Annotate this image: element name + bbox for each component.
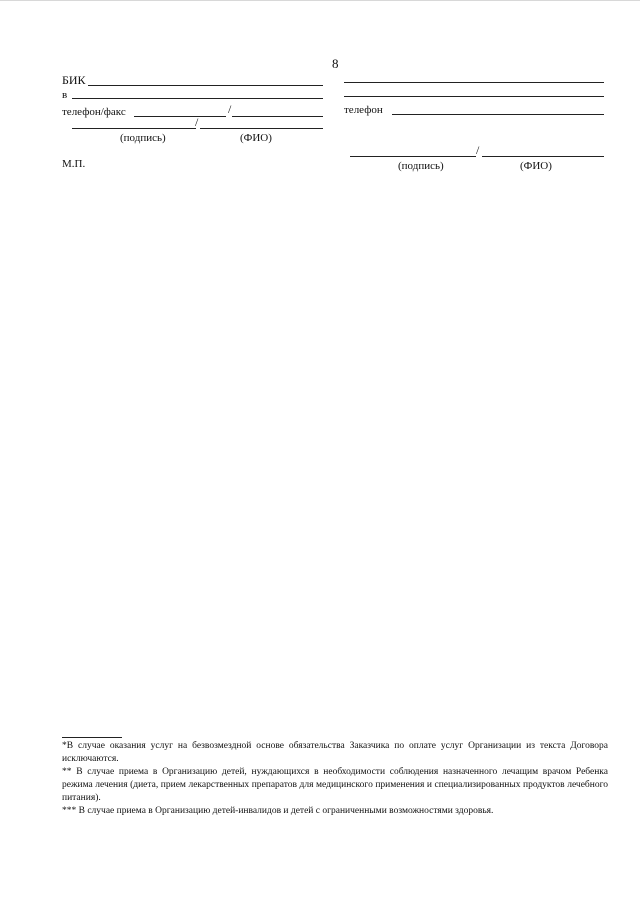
bik-field-line (88, 85, 323, 86)
bank-field-line (72, 98, 323, 99)
footnotes (62, 740, 608, 818)
signature-line-right (350, 156, 476, 157)
bik-label: БИК (62, 73, 86, 87)
footnote-1: *В случае оказания услуг на безвозмездной основе обязательства Заказчика по оплате услуг Организации из текста Договора исключаются. (62, 741, 608, 764)
fio-line-right (482, 156, 604, 157)
fio-label-right: (ФИО) (520, 160, 552, 172)
footnote-3: *** В случае приема в Организацию детей-инвалидов и детей с ограниченными возможностями здоровья. (62, 806, 494, 816)
right-field-line-2 (344, 96, 604, 97)
phone-fax-slash: / (228, 102, 232, 116)
signature-slash-right: / (476, 143, 480, 157)
page-number: 8 (332, 56, 339, 71)
phone-fax-label: телефон/факс (62, 106, 126, 118)
fio-line-left (200, 128, 323, 129)
v-label: в (62, 89, 68, 101)
footnote-separator (62, 737, 122, 738)
fax-field-line (232, 116, 323, 117)
fio-label-left: (ФИО) (240, 132, 272, 144)
signature-label-right: (подпись) (398, 160, 444, 172)
stamp-label: М.П. (62, 158, 86, 170)
signature-line-left (72, 128, 196, 129)
right-field-line-1 (344, 82, 604, 83)
phone-label-right: телефон (344, 104, 383, 116)
signature-slash-left: / (195, 115, 199, 129)
phone-field-line (134, 116, 226, 117)
scan-edge-line (0, 0, 640, 1)
footnote-2: ** В случае приема в Организацию детей, нуждающихся в необходимости соблюдения назначенного лечащим врачом Ребенка режима лечения (диета, прием лекарственных препаратов для медицинского применения и специализированных продуктов лечебного питания). (62, 767, 608, 803)
phone-field-line-right (392, 114, 604, 115)
signature-label-left: (подпись) (120, 132, 166, 144)
